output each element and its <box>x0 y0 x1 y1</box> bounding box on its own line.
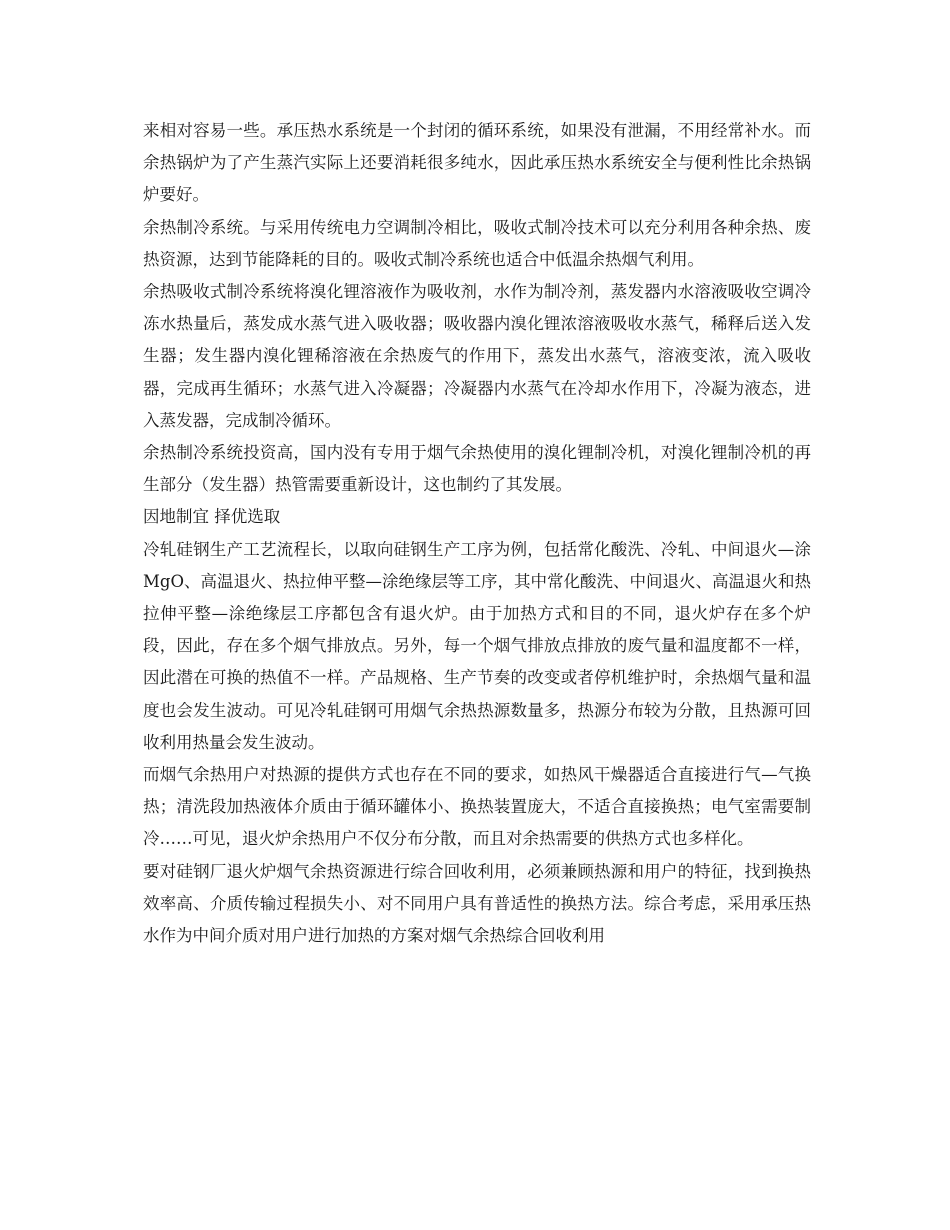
paragraph-silicon-steel-process: 冷轧硅钢生产工艺流程长，以取向硅钢生产工序为例，包括常化酸洗、冷轧、中间退火—涂MgO、高温退火、热拉伸平整—涂绝缘层等工序，其中常化酸洗、中间退火、高温退火和热拉伸平整—涂绝缘层工序都包含有退火炉。由于加热方式和目的不同，退火炉存在多个炉段，因此，存在多个烟气排放点。另外，每一个烟气排放点排放的废气量和温度都不一样，因此潜在可换的热值不一样。产品规格、生产节奏的改变或者停机维护时，余热烟气量和温度也会发生波动。可见冷轧硅钢可用烟气余热热源数量多，热源分布较为分散，且热源可回收利用热量会发生波动。 <box>143 539 811 752</box>
paragraph-comprehensive-recovery: 要对硅钢厂退火炉烟气余热资源进行综合回收利用，必须兼顾热源和用户的特征，找到换热效率高、介质传输过程损失小、对不同用户具有普适性的换热方法。综合考虑，采用承压热水作为中间介质对用户进行加热的方案对烟气余热综合回收利用 <box>143 861 811 946</box>
paragraph-heat-users: 而烟气余热用户对热源的提供方式也存在不同的要求，如热风干燥器适合直接进行气—气换热；清洗段加热液体介质由于循环罐体小、换热装置庞大，不适合直接换热；电气室需要制冷……可见，退火炉余热用户不仅分布分散，而且对余热需要的供热方式也多样化。 <box>143 765 811 849</box>
paragraph-refrigeration-investment: 余热制冷系统投资高，国内没有专用于烟气余热使用的溴化锂制冷机，对溴化锂制冷机的再生部分（发生器）热管需要重新设计，这也制约了其发展。 <box>143 443 811 495</box>
paragraph-pressurized-hot-water: 来相对容易一些。承压热水系统是一个封闭的循环系统，如果没有泄漏，不用经常补水。而余热锅炉为了产生蒸汽实际上还要消耗很多纯水，因此承压热水系统安全与便利性比余热锅炉要好。 <box>143 121 811 205</box>
document-page <box>143 115 811 952</box>
paragraph-waste-heat-refrigeration: 余热制冷系统。与采用传统电力空调制冷相比，吸收式制冷技术可以充分利用各种余热、废热资源，达到节能降耗的目的。吸收式制冷系统也适合中低温余热烟气利用。 <box>143 217 811 269</box>
paragraph-absorption-refrigeration-process: 余热吸收式制冷系统将溴化锂溶液作为吸收剂，水作为制冷剂，蒸发器内水溶液吸收空调冷冻水热量后，蒸发成水蒸气进入吸收器；吸收器内溴化锂浓溶液吸收水蒸气，稀释后送入发生器；发生器内溴化锂稀溶液在余热废气的作用下，蒸发出水蒸气，溶液变浓，流入吸收器，完成再生循环；水蒸气进入冷凝器；冷凝器内水蒸气在冷却水作用下，冷凝为液态，进入蒸发器，完成制冷循环。 <box>143 282 811 430</box>
section-heading: 因地制宜 择优选取 <box>143 507 281 527</box>
